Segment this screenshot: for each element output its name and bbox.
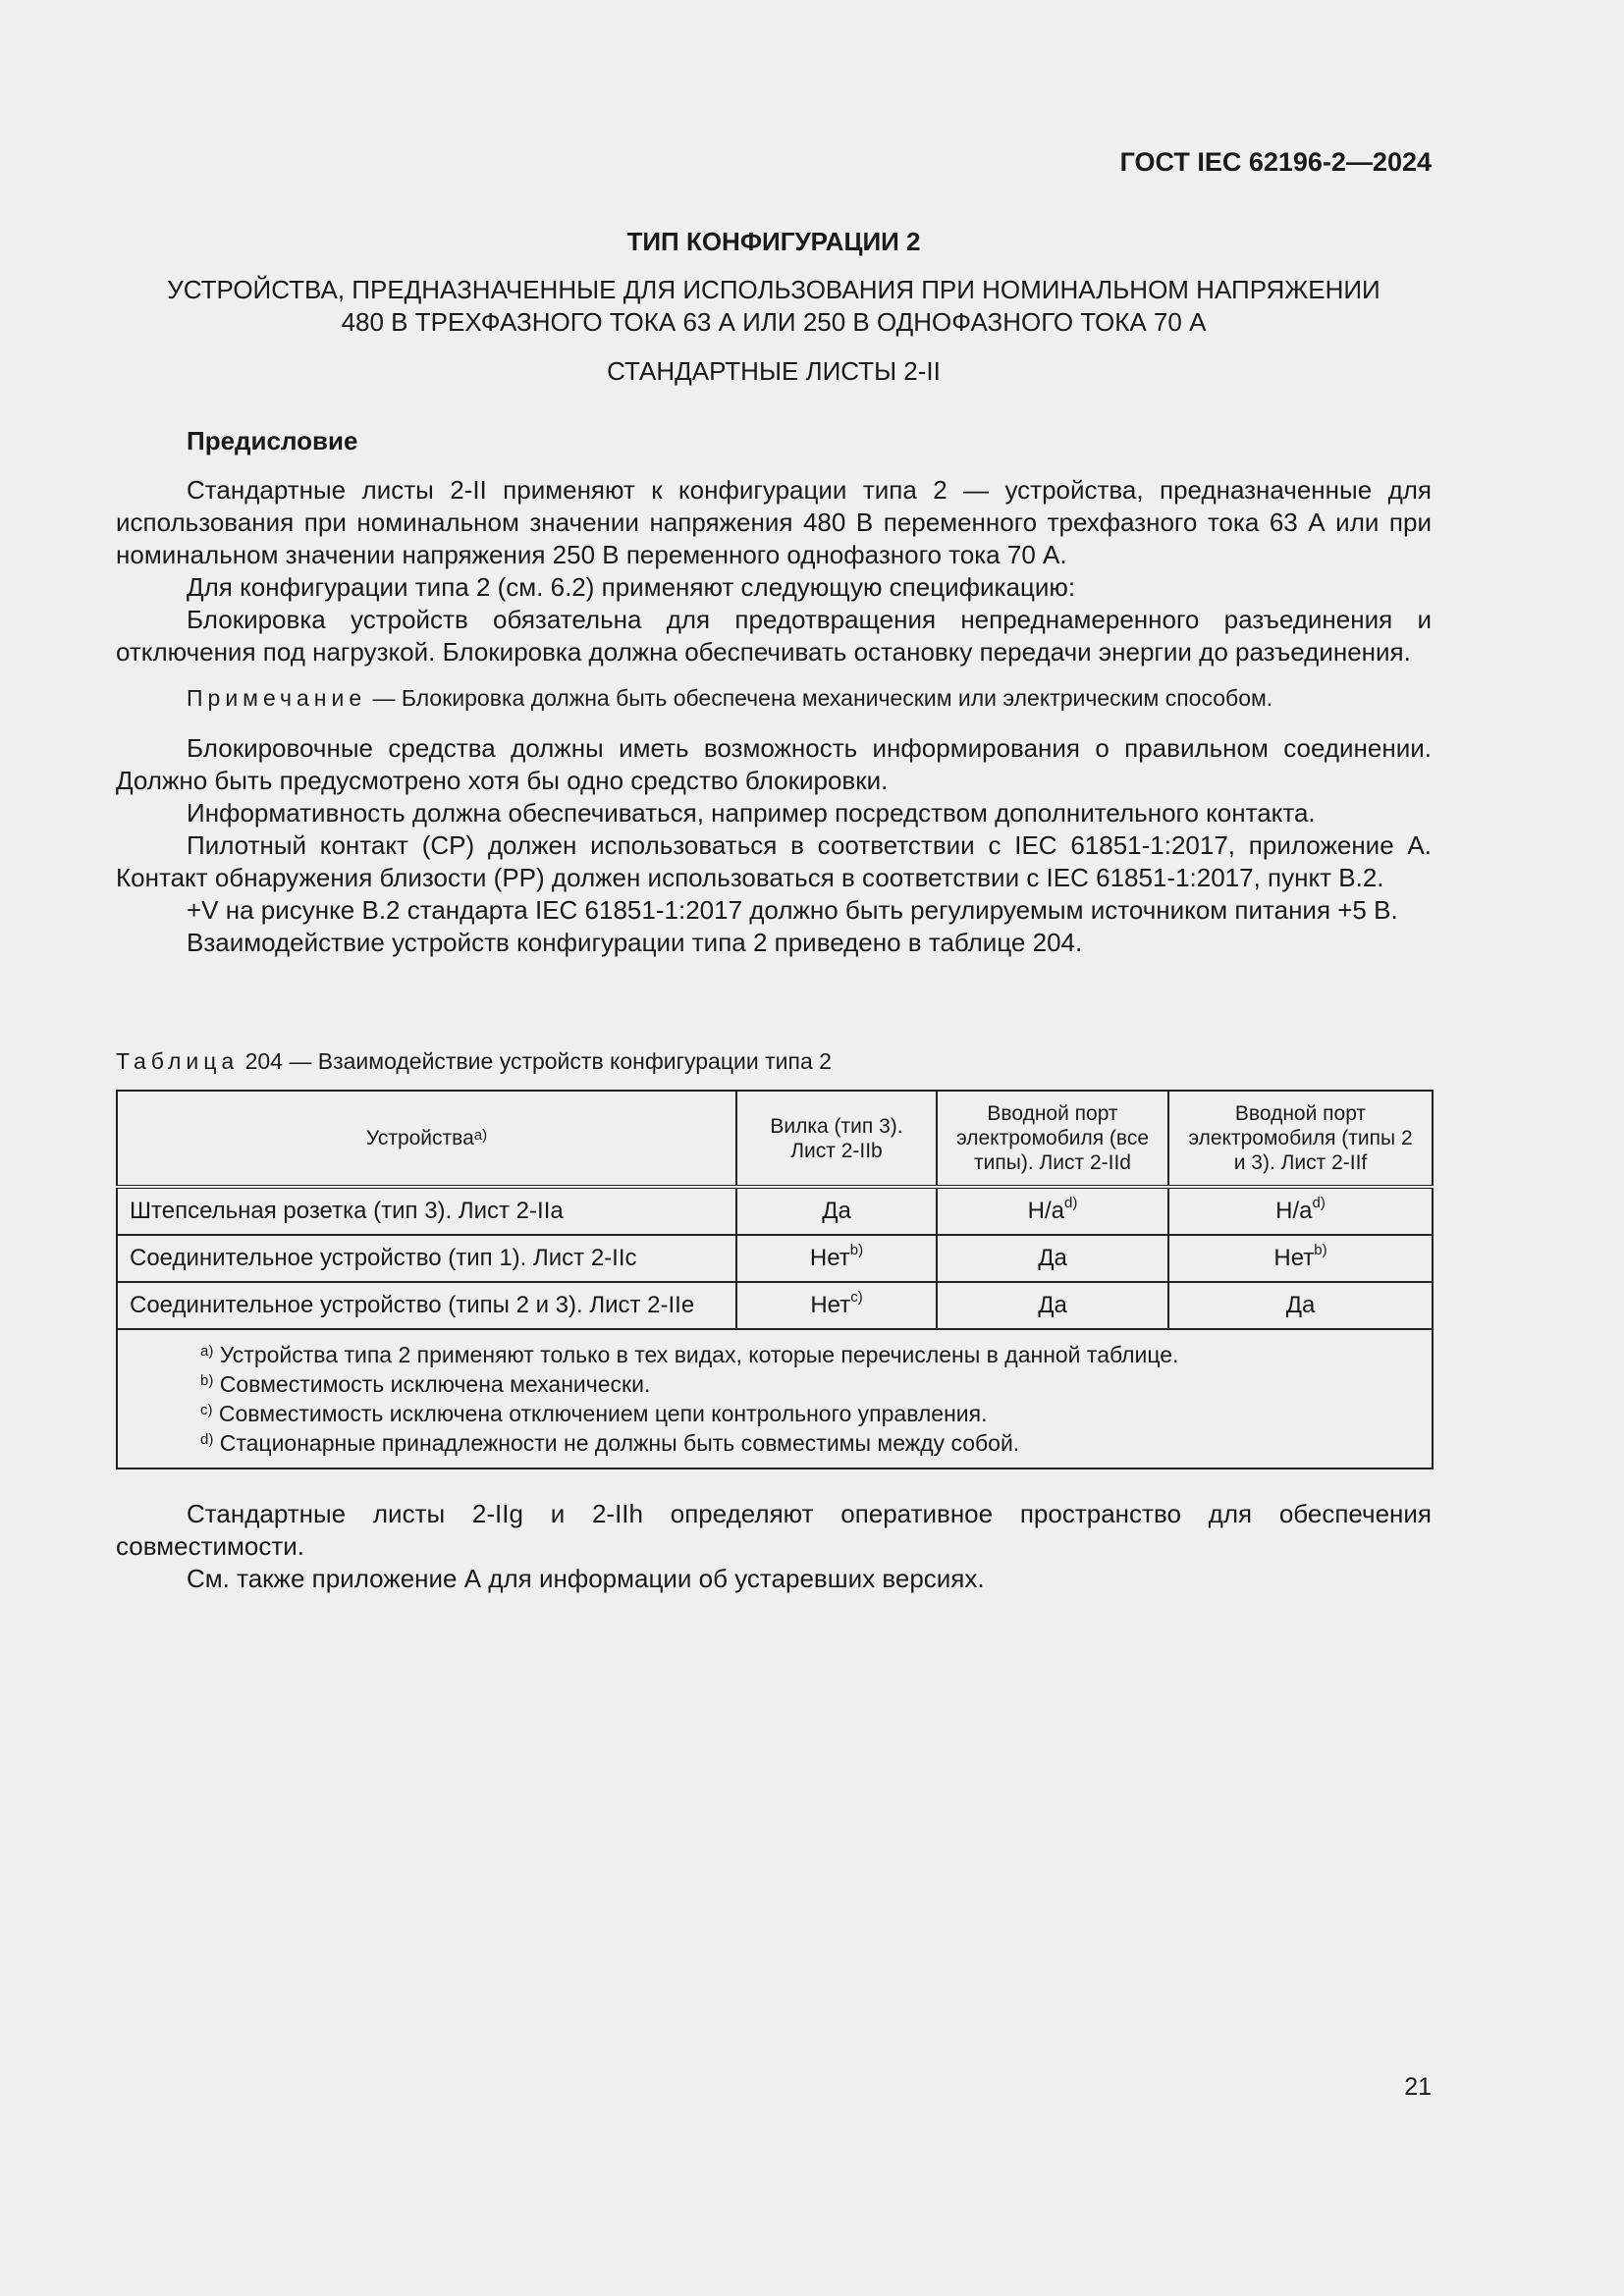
paragraph: Блокировочные средства должны иметь возможность информирования о правильном соединении. Должно быть предусмотрено хотя бы одно средство блокировки. (116, 733, 1432, 795)
table-caption (116, 1048, 832, 1075)
value-cell: Нет$^{c)}$ (736, 1282, 937, 1329)
footnote: $^{c)}$ Совместимость исключена отключением цепи контрольного управления. (200, 1401, 988, 1426)
table-footnotes (117, 1329, 1433, 1468)
header-inlet-all: Вводной порт электромобиля (все типы). Лист 2-IId (937, 1091, 1168, 1187)
section-title: ТИП КОНФИГУРАЦИИ 2 (626, 227, 921, 256)
header-devices: Устройства$^{a)}$ (117, 1091, 736, 1187)
paragraph: См. также приложение А для информации об устаревших версиях. (187, 1564, 985, 1593)
value-cell: Да (736, 1187, 937, 1235)
note (187, 685, 1272, 712)
device-cell: Соединительное устройство (типы 2 и 3). Лист 2-IIe (117, 1282, 736, 1329)
document-page (116, 0, 1432, 2296)
table-caption-text: 204 — Взаимодействие устройств конфигурации типа 2 (239, 1048, 832, 1074)
page-number: 21 (1404, 2073, 1432, 2101)
header-inlet-2-3: Вводной порт электромобиля (типы 2 и 3). Лист 2-IIf (1168, 1091, 1433, 1187)
subtitle-line-2: 480 В ТРЕХФАЗНОГО ТОКА 63 А ИЛИ 250 В ОДНОФАЗНОГО ТОКА 70 А (341, 307, 1207, 337)
table-footnotes-row (117, 1329, 1433, 1468)
paragraph: Пилотный контакт (CP) должен использоваться в соответствии с IEC 61851-1:2017, приложение А. Контакт обнаружения близости (PP) должен использоваться в соответствии с IEC 61851-1:2017, пункт B.2. (116, 830, 1432, 892)
value-cell: Да (937, 1282, 1168, 1329)
paragraph: Стандартные листы 2-II применяют к конфигурации типа 2 — устройства, предназначенные для использования при номинальном значении напряжения 480 В переменного трехфазного тока 63 А или при номинальном значении напряжения 250 В переменного однофазного тока 70 А. (116, 475, 1432, 569)
footnote: $^{d)}$ Стационарные принадлежности не должны быть совместимы между собой. (200, 1430, 1020, 1456)
value-cell: Нет$^{b)}$ (736, 1235, 937, 1282)
value-cell: $Н/а^{d)}$ (1168, 1187, 1433, 1235)
subtitle-line-1: УСТРОЙСТВА, ПРЕДНАЗНАЧЕННЫЕ ДЛЯ ИСПОЛЬЗОВАНИЯ ПРИ НОМИНАЛЬНОМ НАПРЯЖЕНИИ (167, 275, 1380, 304)
footnote: $^{a)}$ Устройства типа 2 применяют только в тех видах, которые перечислены в данной таблице. (200, 1342, 1179, 1367)
paragraph: Стандартные листы 2-IIg и 2-IIh определяют оперативное пространство для обеспечения совместимости. (116, 1499, 1432, 1561)
note-label: Примечание (187, 685, 367, 711)
sheets-title: СТАНДАРТНЫЕ ЛИСТЫ 2-II (607, 356, 941, 386)
value-cell: $Н/а^{d)}$ (937, 1187, 1168, 1235)
section-subtitle (116, 274, 1432, 339)
paragraph: Блокировка устройств обязательна для предотвращения непреднамеренного разъединения и отключения под нагрузкой. Блокировка должна обеспечивать остановку передачи энергии до разъединения. (116, 605, 1432, 667)
device-cell: Соединительное устройство (тип 1). Лист 2-IIc (117, 1235, 736, 1282)
table-row (117, 1282, 1433, 1329)
table-row (117, 1235, 1433, 1282)
body-text (116, 732, 1432, 959)
preface-heading: Предисловие (187, 426, 358, 455)
value-cell: Да (1168, 1282, 1433, 1329)
footnote: $^{b)}$ Совместимость исключена механически. (200, 1371, 651, 1397)
value-cell: Да (937, 1235, 1168, 1282)
table-caption-label: Таблица (116, 1048, 240, 1074)
device-cell: Штепсельная розетка (тип 3). Лист 2-IIa (117, 1187, 736, 1235)
compatibility-table (116, 1090, 1434, 1469)
header-plug: Вилка (тип 3). Лист 2-IIb (736, 1091, 937, 1187)
note-text: — Блокировка должна быть обеспечена механическим или электрическим способом. (366, 685, 1273, 711)
document-code: ГОСТ IEC 62196-2—2024 (1119, 147, 1432, 177)
preface-text (116, 474, 1432, 668)
value-cell: Нет$^{b)}$ (1168, 1235, 1433, 1282)
paragraph: +V на рисунке B.2 стандарта IEC 61851-1:2017 должно быть регулируемым источником питания +5 В. (187, 895, 1398, 925)
closing-text (116, 1498, 1432, 1595)
paragraph: Информативность должна обеспечиваться, например посредством дополнительного контакта. (187, 798, 1316, 828)
paragraph: Взаимодействие устройств конфигурации типа 2 приведено в таблице 204. (187, 928, 1083, 957)
table-header-row (117, 1091, 1433, 1187)
table-row (117, 1187, 1433, 1235)
paragraph: Для конфигурации типа 2 (см. 6.2) применяют следующую спецификацию: (187, 572, 1076, 602)
